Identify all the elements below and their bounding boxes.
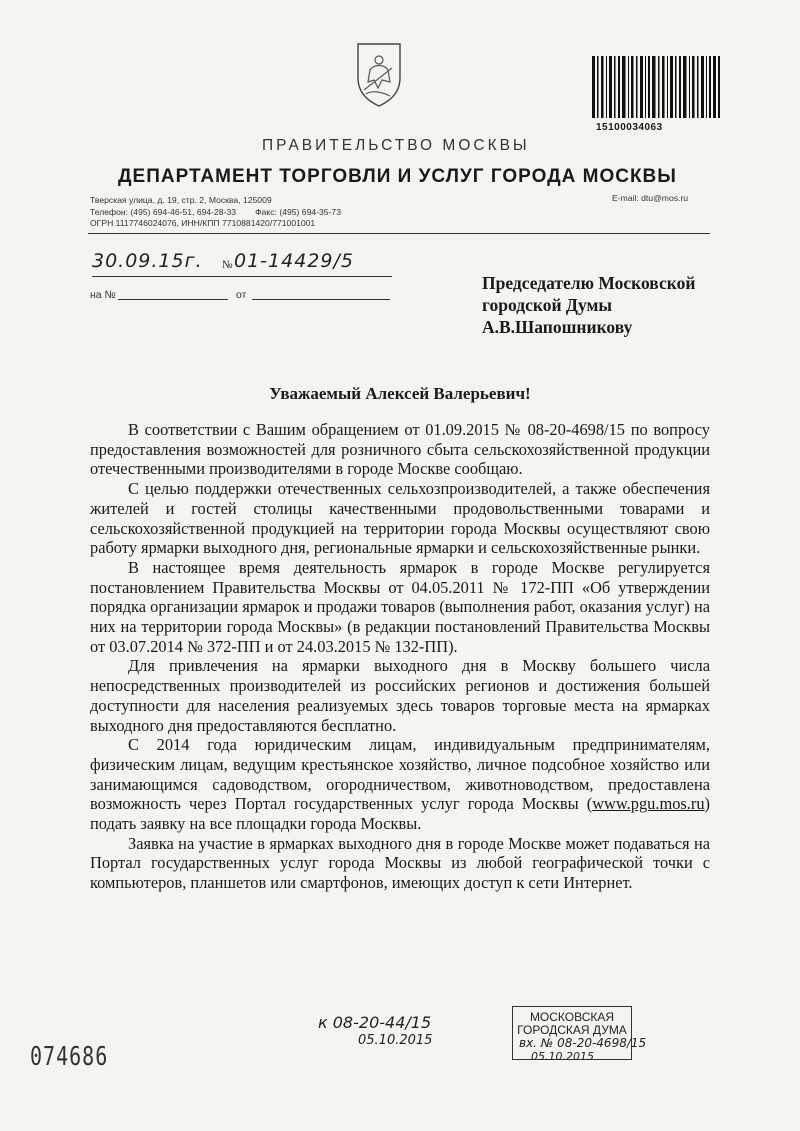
email-line: E-mail: dtu@mos.ru — [612, 193, 689, 203]
phone-line: Телефон: (495) 694-46-51, 694-28-33 Факс: (495) 694-35-73 — [90, 206, 341, 217]
stamp-date: 05.10.2015 — [531, 1050, 594, 1063]
paragraph: С целью поддержки отечественных сельхозпроизводителей, а также обеспечения жителей и гостей столицы качественными продовольственными товарами и сельскохозяйственной продукцией на территории города Москвы осуществляют свою работу ярмарки выходного дня, региональные ярмарки и сельскохозяйственные рынки. — [90, 479, 710, 558]
department-name: ДЕПАРТАМЕНТ ТОРГОВЛИ И УСЛУГ ГОРОДА МОСКВЫ — [118, 166, 677, 187]
reply-date-underline — [252, 299, 390, 300]
barcode-icon — [592, 56, 720, 118]
paragraph — [90, 735, 710, 834]
incoming-stamp — [512, 1006, 647, 1063]
greeting: Уважаемый Алексей Валерьевич! — [269, 384, 531, 403]
government-name: ПРАВИТЕЛЬСТВО МОСКВЫ — [262, 137, 530, 154]
pgu-portal-link[interactable]: www.pgu.mos.ru — [592, 794, 705, 814]
moscow-coat-of-arms-icon — [352, 40, 406, 108]
reply-to-label: на № — [90, 289, 116, 301]
handwritten-date: 05.10.2015 — [358, 1033, 433, 1048]
addressee-line: Председателю Московской — [482, 273, 696, 293]
reply-to-underline — [118, 299, 228, 300]
paragraph: В соответствии с Вашим обращением от 01.09.2015 № 08-20-4698/15 по вопросу предоставления возможностей для розничного сбыта сельскохозяйственной продукции отечественными производителями в городе Москве сообщаю. — [90, 420, 710, 479]
stamp-number: вх. № 08-20-4698/15 — [519, 1036, 647, 1050]
paragraph: Заявка на участие в ярмарках выходного дня в городе Москве может подаваться на Портал государственных услуг города Москвы из любой географической точки с компьютеров, планшетов или смартфонов, имеющих доступ к сети Интернет. — [90, 833, 710, 893]
address-line: Тверская улица, д. 19, стр. 2, Москва, 125009 — [90, 195, 272, 205]
stamp-line: ГОРОДСКАЯ ДУМА — [517, 1023, 627, 1037]
registration-no-label: № — [222, 259, 233, 271]
addressee-line: А.В.Шапошникову — [482, 317, 633, 337]
registration-number: 01-14429/5 — [234, 250, 354, 272]
contact-block — [90, 195, 341, 230]
header-divider — [88, 233, 710, 234]
paragraph-text: С 2014 года юридическим лицам, индивидуальным предпринимателям, физическим лицам, ведущим крестьянское хозяйство, личное подсобное хозяйство или занимающимся садоводством, огородничеством, животноводством, предоставлена возможность через Портал государственных услуг города Москвы ( — [90, 735, 710, 814]
sequence-number: 074686 — [30, 1040, 109, 1072]
letter-body — [90, 420, 710, 893]
addressee-line: городской Думы — [482, 295, 613, 315]
handwritten-reference: к 08-20-44/15 — [318, 1013, 432, 1032]
paragraph-text: ) подать заявку на все площадки города Москвы. — [90, 794, 710, 834]
registration-date: 30.09.15г. — [92, 250, 203, 272]
barcode-number: 15100034063 — [596, 122, 663, 133]
paragraph: В настоящее время деятельность ярмарок в городе Москве регулируется постановлением Правительства Москвы от 04.05.2011 № 172-ПП «Об утверждении порядка организации ярмарок и продажи товаров (выполнения работ, оказания услуг) на них на территории города Москвы» (в редакции постановлений Правительства Москвы от 03.07.2014 № 372-ПП и от 24.03.2015 № 132-ПП). — [90, 557, 710, 656]
reply-date-label: от — [236, 289, 247, 301]
stamp-line: МОСКОВСКАЯ — [529, 1010, 615, 1024]
addressee-block — [482, 272, 695, 338]
paragraph: Для привлечения на ярмарки выходного дня в Москву большего числа непосредственных производителей из российских регионов и достижения большей доступности для населения реализуемых здесь товаров торговые места на ярмарках выходного дня предоставляются бесплатно. — [90, 656, 710, 735]
ogrn-line: ОГРН 1117746024076, ИНН/КПП 7710881420/771001001 — [90, 218, 316, 228]
